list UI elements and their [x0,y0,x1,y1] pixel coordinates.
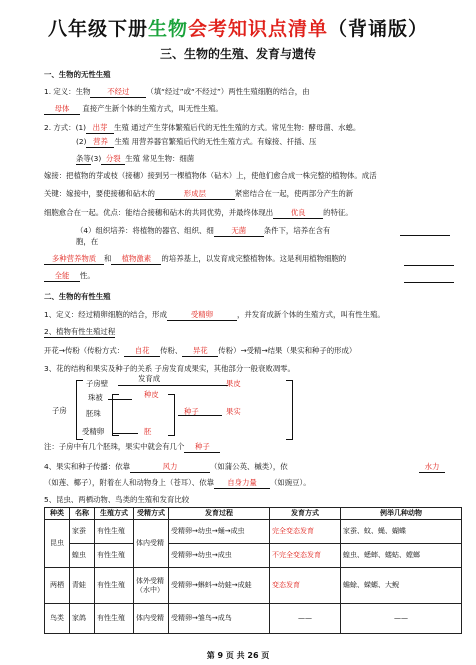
table-row: 昆虫 家蚕 有性生殖 体内受精 受精卵→幼虫→蛹→成虫 完全变态发育 家蚕、蚊、蝇、蝴蝶 [45,520,462,544]
line-definition-2: 母体 直接产生新个体的生殖方式，叫无性生殖。 [44,104,223,115]
line-grafting-1: 嫁接：把植物的芽或枝（接穗）接到另一棵植物体（砧木）上，使他们愈合成一株完整的植物体。成活 [44,171,377,180]
heading-plant: 2、植物有性生殖过程 [44,327,116,336]
comparison-table [44,507,462,634]
line-way-3: 条等(3) 分裂 生殖 常见生物：细菌 [76,154,195,163]
blank-line [404,265,454,266]
page-title: 八年级下册生物会考知识点清单（背诵版） [47,18,429,40]
table-header-row: 种类 名称 生殖方式 受精方式 发育过程 发育方式 例举几种动物 [45,508,462,520]
answer-embryo: 胚 [144,427,152,436]
line-sexual-def: 1、定义：经过精卵细胞的结合，形成 受精卵 ，并发育成新个体的生殖方式，叫有性生殖。 [44,310,385,319]
line-spread-1: 4、果实和种子传播：依靠 风力 （如蒲公英、槭类），依 [44,462,288,471]
arrow-line [118,385,228,386]
heading-table: 5、昆虫、两栖动物、鸟类的生殖和发育比较 [44,495,190,504]
blank-line [400,235,450,236]
line-spread-2: （如莲、椰子），附着在人和动物身上（苍耳）、依靠 自身力量 （如豌豆）。 [44,478,311,487]
line-way-1: 2. 方式：(1) 出芽 生殖 通过产生芽体繁殖后代的无性生殖的方式。常见生物：酵母菌、水螅。 [44,123,361,132]
line-flow: 开花→传粉（传粉方式： 自花 传粉、 异花 传粉）→受精→结果（果实和种子的形成） [44,346,357,355]
label-ovary-wall: 子房壁 [86,379,109,388]
label-ovule: 胚珠 [86,409,101,418]
table-row: 鸟类 家鸽 有性生殖 体内受精 受精卵→雏鸟→成鸟 —— —— [45,604,462,634]
line-note: 注：子房中有几个胚珠，果实中就会有几个 种子 [44,442,220,453]
line-tissue-2: 胞，在 [76,237,99,246]
heading-sexual: 二、生物的有性生殖 [44,292,111,301]
line-grafting-3: 细胞愈合在一起。优点：能结合接穗和砧木的共同优势，并最终体现出 优良 的特征。 [44,208,353,217]
label-ovary: 子房 [52,406,67,415]
line-definition: 1. 定义：生物 不经过 （填“经过”或“不经过”）两性生殖细胞的结合，由 [44,87,310,96]
brace-inner-right [168,394,175,436]
answer-water: 水力 [419,462,445,473]
brace-inner [112,394,119,436]
table-row: 蝗虫 有性生殖 受精卵→幼虫→成虫 不完全变态发育 蝗虫、蟋蟀、蝼蛄、螳螂 [45,544,462,568]
heading-structure: 3、花的结构和果实及种子的关系 子房发育成果实，其他部分一般衰败凋零。 [44,364,295,373]
heading-asexual: 一、生物的无性生殖 [44,70,111,79]
blank-line [404,282,454,283]
line-tissue-3: 多种营养物质 和 植物激素 的培养基上，以发育成完整植物体。这是利用植物细胞的 [44,254,346,265]
label-develops: 发育成 [138,374,161,383]
line-tissue-4: 全能 性。 [44,271,95,282]
arrow-line [112,433,138,434]
line-tissue-1: （4）组织培养：将植物的器官、组织、细 无菌 条件下，培养在含有 [76,226,331,235]
table-row: 两栖 青蛙 有性生殖 体外受精（水中） 受精卵→蝌蚪→幼蛙→成蛙 变态发育 蟾蜍、蝾螈、大鲵 [45,568,462,604]
line-grafting-2: 关键：嫁接中，要使接穗和砧木的 形成层 紧密结合在一起，使两部分产生的新 [44,189,354,198]
answer-seed-coat: 种皮 [144,390,159,399]
label-integument: 珠被 [88,393,103,402]
answer-fruit: 果实 [226,407,241,416]
page-footer: 第 9 页 共 26 页 [206,651,270,660]
section-subtitle: 三、生物的生殖、发育与遗传 [159,47,316,61]
brace-right [286,380,293,440]
line-way-2: (2) 营养 生殖 用营养器官繁殖后代的无性生殖方式。有嫁接、扦插、压 [76,137,317,146]
answer-pericarp: 果皮 [226,379,241,388]
label-fertilized-egg: 受精卵 [82,427,105,436]
answer-seed: 种子 [184,407,199,416]
